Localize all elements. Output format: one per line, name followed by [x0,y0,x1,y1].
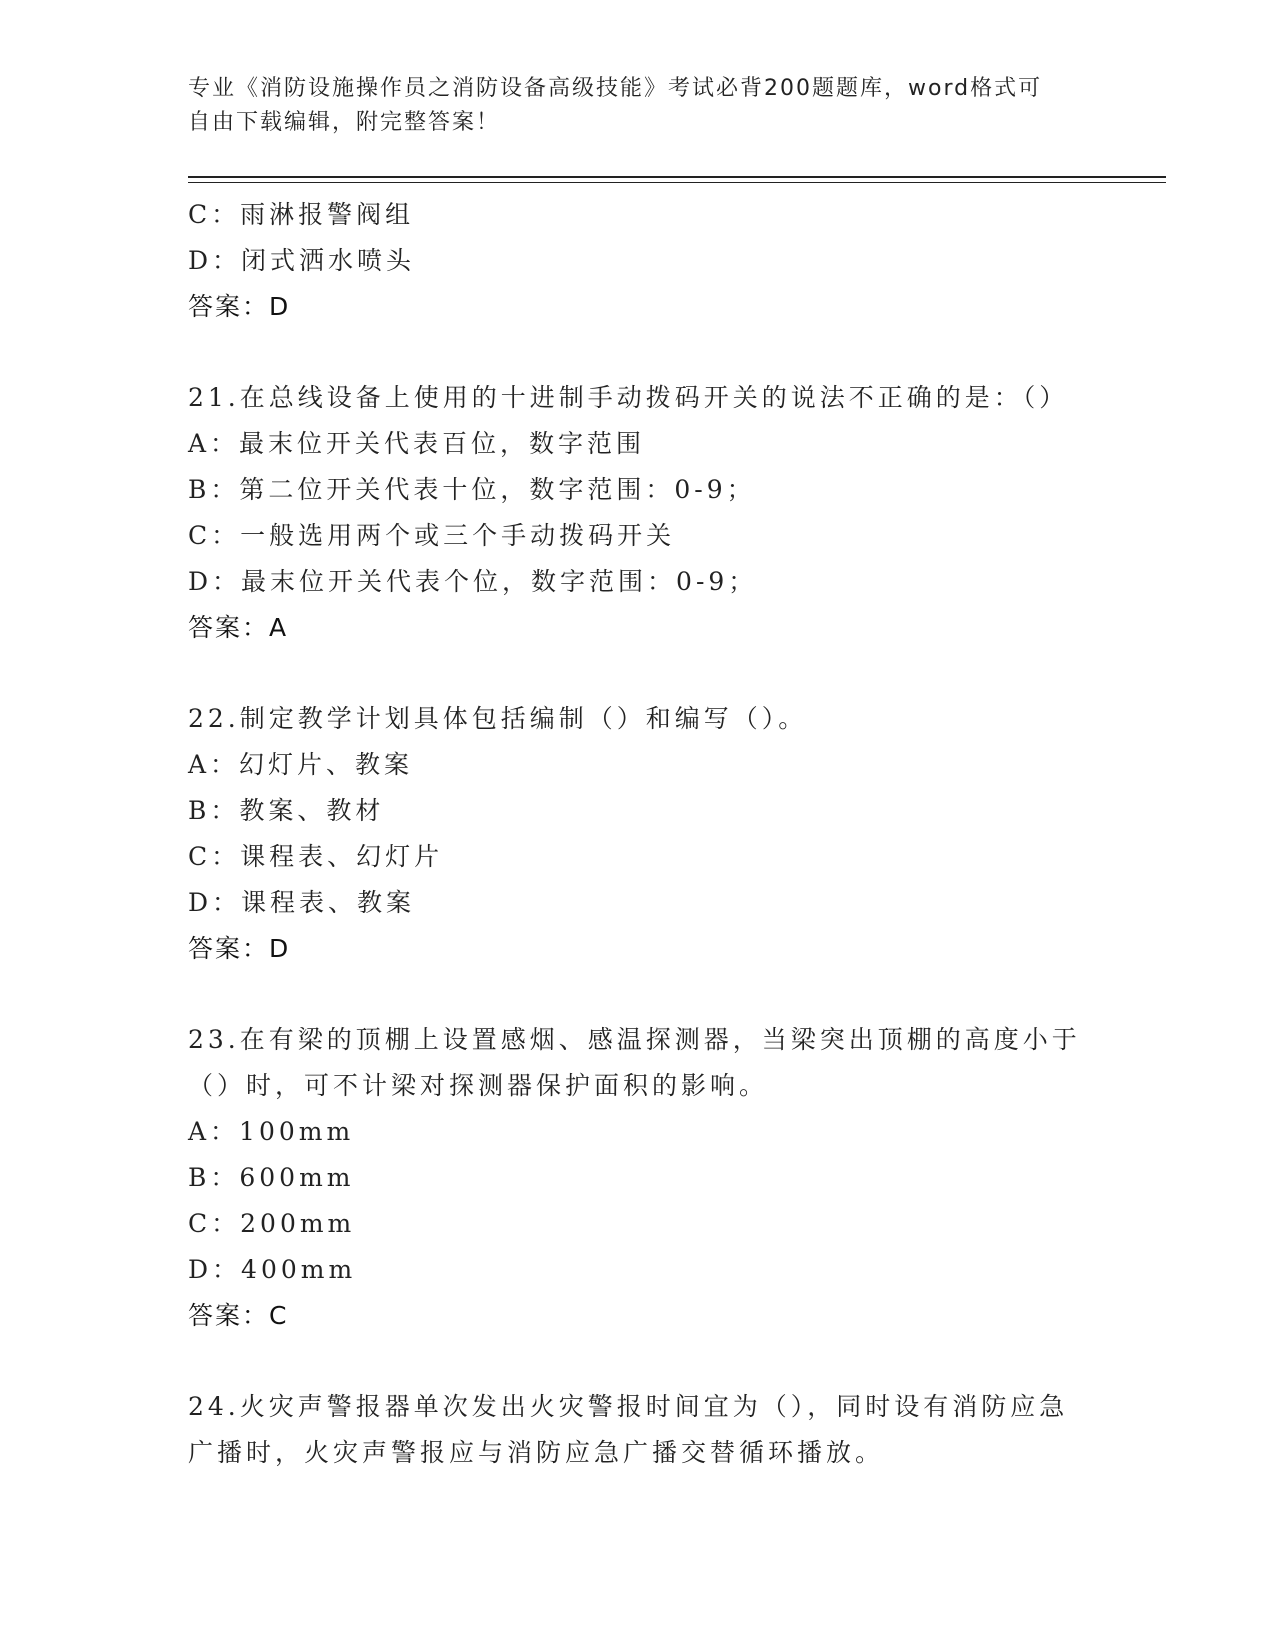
question-list [188,192,1108,1476]
header-line-1: 专业《消防设施操作员之消防设备高级技能》考试必背200题题库，word格式可 [188,76,1043,101]
question-stem-line-1: 23.在有梁的顶棚上设置感烟、感温探测器，当梁突出顶棚的高度小于 [188,1025,1081,1054]
option-d: D：最末位开关代表个位，数字范围：0-9； [188,567,758,596]
option-c: C：课程表、幻灯片 [188,842,444,871]
option-c: C：雨淋报警阀组 [188,200,415,229]
header-divider-thin [188,182,1166,183]
question-23 [188,1017,1108,1339]
answer-line: 答案：A [188,613,289,642]
question-stem-line-2: （）时，可不计梁对探测器保护面积的影响。 [188,1071,769,1100]
answer-line: 答案：D [188,292,291,321]
question-stem-line-1: 24.火灾声警报器单次发出火灾警报时间宜为（），同时设有消防应急 [188,1392,1069,1421]
option-b: B：600mm [188,1163,355,1192]
question-24 [188,1384,1108,1476]
option-b: B：教案、教材 [188,796,385,825]
option-d: D：400mm [188,1255,357,1284]
answer-line: 答案：C [188,1301,289,1330]
option-a: A：最末位开关代表百位，数字范围 [188,429,646,458]
option-b: B：第二位开关代表十位，数字范围：0-9； [188,475,756,504]
question-stem: 22.制定教学计划具体包括编制（）和编写（）。 [188,704,808,733]
document-header [188,72,1088,140]
header-line-2: 自由下载编辑，附完整答案！ [188,110,501,135]
option-c: C：一般选用两个或三个手动拨码开关 [188,521,676,550]
option-c: C：200mm [188,1209,356,1238]
question-21 [188,375,1108,651]
option-d: D：课程表、教案 [188,888,416,917]
header-divider-thick [188,176,1166,178]
question-stem-line-2: 广播时，火灾声警报应与消防应急广播交替循环播放。 [188,1438,885,1467]
question-stem: 21.在总线设备上使用的十进制手动拨码开关的说法不正确的是：（） [188,383,1069,412]
option-a: A：100mm [188,1117,355,1146]
option-d: D：闭式洒水喷头 [188,246,416,275]
answer-line: 答案：D [188,934,291,963]
question-22 [188,696,1108,972]
option-a: A：幻灯片、教案 [188,750,414,779]
continued-question [188,192,1108,330]
